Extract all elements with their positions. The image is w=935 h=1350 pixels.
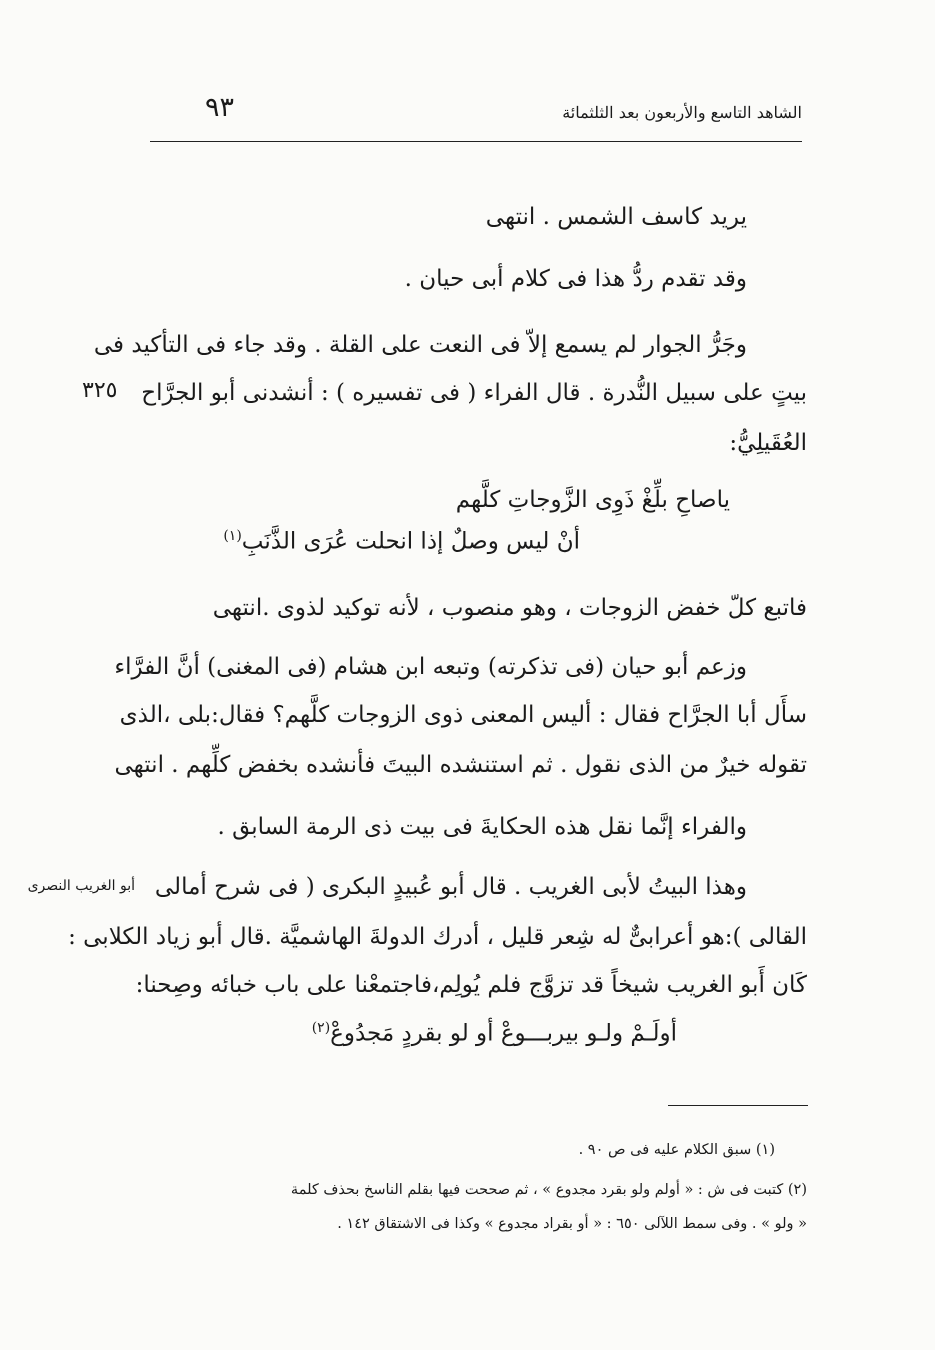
body-line: القالى ):هو أعرابىٌّ له شِعر قليل ، أدرك الدولةَ الهاشميَّة .قال أبو زياد الكلابى : xyxy=(68,924,807,950)
body-line: تقوله خيرٌ من الذى نقول . ثم استنشده البيتَ فأنشده بخفض كلِّهم . انتهى xyxy=(114,752,807,778)
running-header-title: الشاهد التاسع والأربعون بعد الثلثمائة xyxy=(562,103,802,122)
footnote-marker: (١) xyxy=(223,528,242,544)
verse-text: أنْ ليس وصلٌ إذا انحلت عُرَى الذَّنَبِ xyxy=(241,528,580,555)
body-line: فاتبع كلّ خفض الزوجات ، وهو منصوب ، لأنه توكيد لذوى .انتهى xyxy=(212,595,807,621)
footnote-line: « ولو » . وفى سمط اللآلى ٦٥٠ : « أو بقراد مجدوع » وكذا فى الاشتقاق ١٤٢ . xyxy=(337,1216,807,1232)
body-line: وقد تقدم ردُّ هذا فى كلام أبى حيان . xyxy=(404,266,747,292)
verse-line xyxy=(312,1020,677,1047)
body-line: العُقَيلِيُّ: xyxy=(729,430,807,456)
verse-hemistich: ياصاحِ بلِّغْ ذَوِى الزَّوجاتِ كلَّهم xyxy=(455,487,730,513)
body-line: سأَل أبا الجرَّاح فقال : أليس المعنى ذوى الزوجات كلَّهم؟ فقال:بلى ،الذى xyxy=(119,702,807,728)
body-line: وهذا البيتُ لأبى الغريب . قال أبو عُبيدٍ البكرى ( فى شرح أمالى xyxy=(154,874,747,900)
margin-note: أبو الغريب النصرى xyxy=(27,878,135,894)
body-line: وزعم أبو حيان (فى تذكرته) وتبعه ابن هشام (فى المغنى) أنَّ الفرَّاء xyxy=(114,654,747,680)
body-line: وجَرُّ الجوار لم يسمع إلاّ فى النعت على القلة . وقد جاء فى التأكيد فى xyxy=(93,332,747,358)
body-line: يريد كاسف الشمس . انتهى xyxy=(485,204,747,230)
witness-number: ٣٢٥ xyxy=(82,378,118,403)
body-line: والفراء إنَّما نقل هذه الحكايةَ فى بيت ذى الرمة السابق . xyxy=(217,814,747,840)
footnote-line: (٢) كتبت فى ش : « أولم ولو بقرد مجدوع » ، ثم صححت فيها بقلم الناسخ بحذف كلمة xyxy=(290,1182,807,1198)
footnote-rule xyxy=(668,1105,808,1106)
verse-text: أولَـمْ ولـو بيربـــوعْ أو لو بقردٍ مَجدُوعْ xyxy=(330,1020,677,1047)
body-line: بيتٍ على سبيل النُّدرة . قال الفراء ( فى تفسيره ) : أنشدنى أبو الجرَّاح xyxy=(141,380,807,406)
footnote-marker: (٢) xyxy=(311,1020,331,1036)
footnote-line: (١) سبق الكلام عليه فى ص ٩٠ . xyxy=(578,1142,775,1158)
header-rule xyxy=(150,141,802,142)
page-number: ٩٣ xyxy=(205,92,235,123)
body-line: كَان أَبو الغريب شيخاً قد تزوَّج فلم يُولِم،فاجتمعْنا على باب خبائه وصِحنا: xyxy=(135,972,807,998)
verse-hemistich xyxy=(223,528,580,555)
